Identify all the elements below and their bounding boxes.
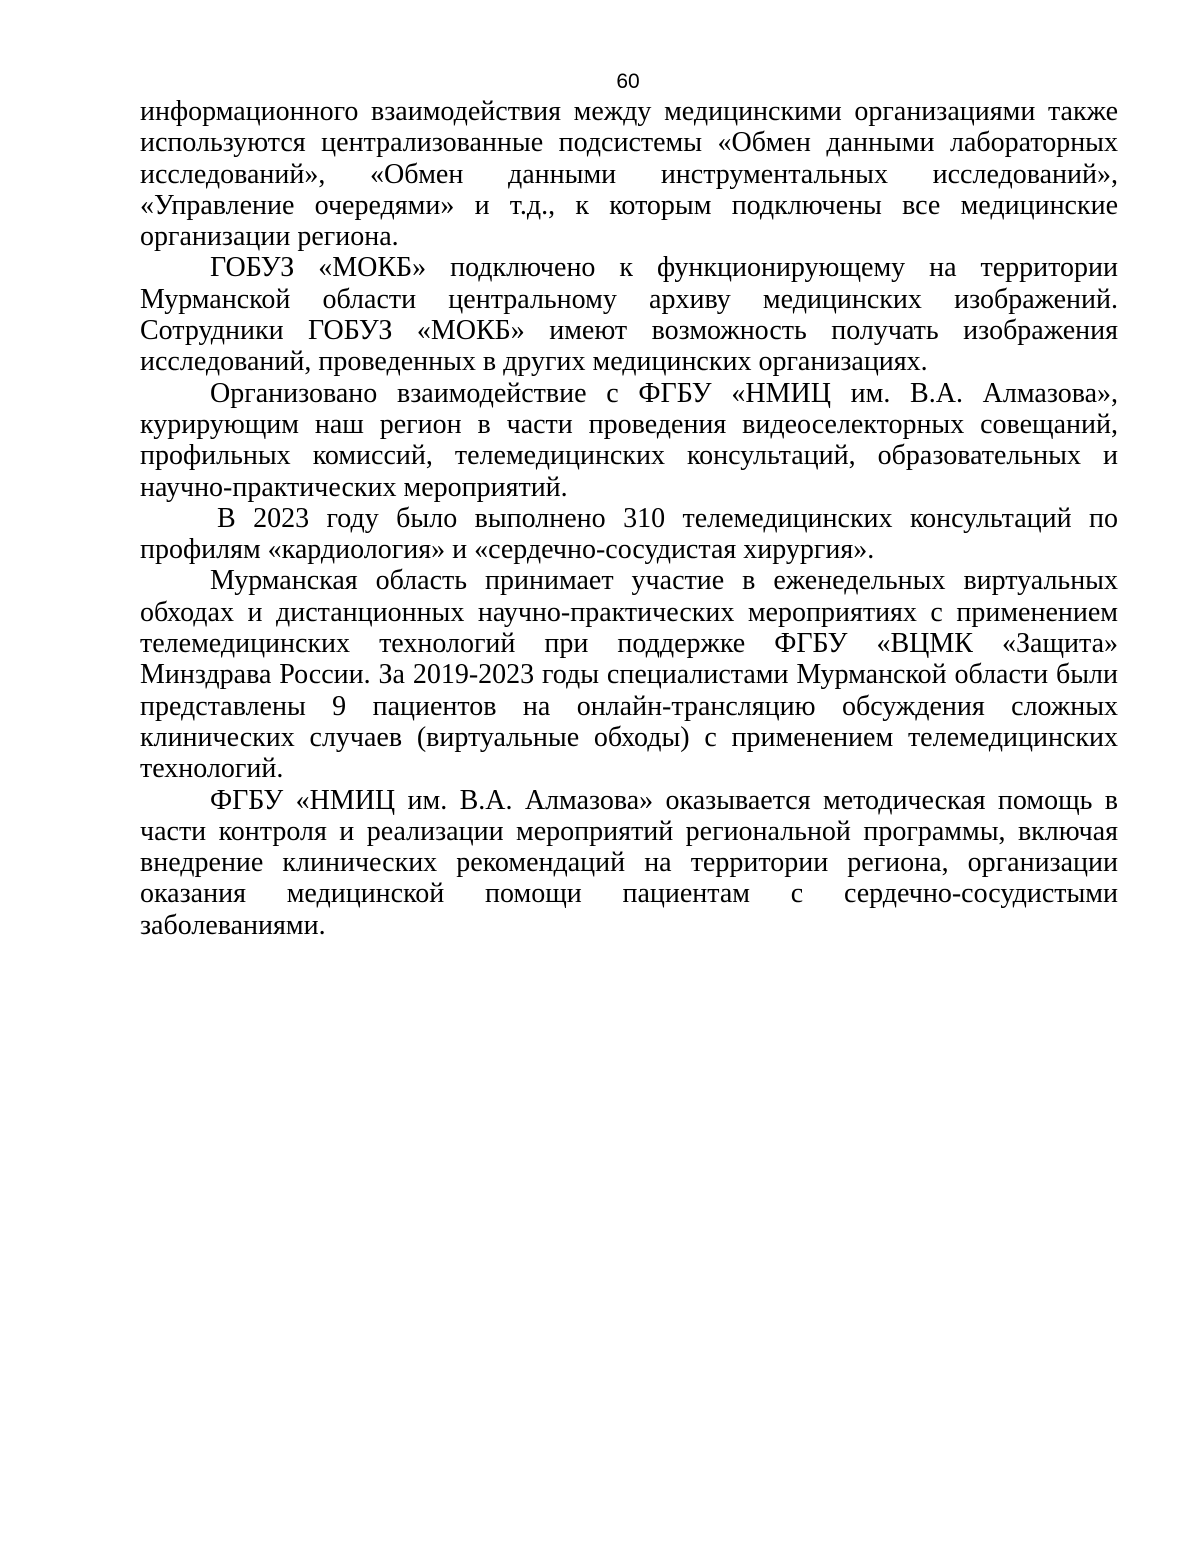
paragraph-3: Организовано взаимодействие с ФГБУ «НМИЦ им. В.А. Алмазова», курирующим наш регион в части проведения видеоселекторных совещаний, профильных комиссий, телемедицинских консультаций, образовательных и научно-практических мероприятий. xyxy=(140,377,1118,503)
paragraph-6: ФГБУ «НМИЦ им. В.А. Алмазова» оказывается методическая помощь в части контроля и реализации мероприятий региональной программы, включая внедрение клинических рекомендаций на территории региона, организации оказания медицинской помощи пациентам с сердечно-сосудистыми заболеваниями. xyxy=(140,784,1118,941)
paragraph-5: Мурманская область принимает участие в еженедельных виртуальных обходах и дистанционных научно-практических мероприятиях с применением телемедицинских технологий при поддержке ФГБУ «ВЦМК «Защита» Минздрава России. За 2019-2023 годы специалистами Мурманской области были представлены 9 пациентов на онлайн-трансляцию обсуждения сложных клинических случаев (виртуальные обходы) с применением телемедицинских технологий. xyxy=(140,565,1118,785)
page-number: 60 xyxy=(616,70,640,93)
paragraph-4: В 2023 году было выполнено 310 телемедицинских консультаций по профилям «кардиология» и «сердечно-сосудистая хирургия». xyxy=(140,502,1118,566)
paragraph-2: ГОБУЗ «МОКБ» подключено к функционирующему на территории Мурманской области центральному архиву медицинских изображений. Сотрудники ГОБУЗ «МОКБ» имеют возможность получать изображения исследований, проведенных в других медицинских организациях. xyxy=(140,252,1118,378)
paragraph-1: информационного взаимодействия между медицинскими организациями также используются централизованные подсистемы «Обмен данными лабораторных исследований», «Обмен данными инструментальных исследований», «Управление очередями» и т.д., к которым подключены все медицинские организации региона. xyxy=(140,96,1118,253)
document-body xyxy=(140,96,1118,941)
